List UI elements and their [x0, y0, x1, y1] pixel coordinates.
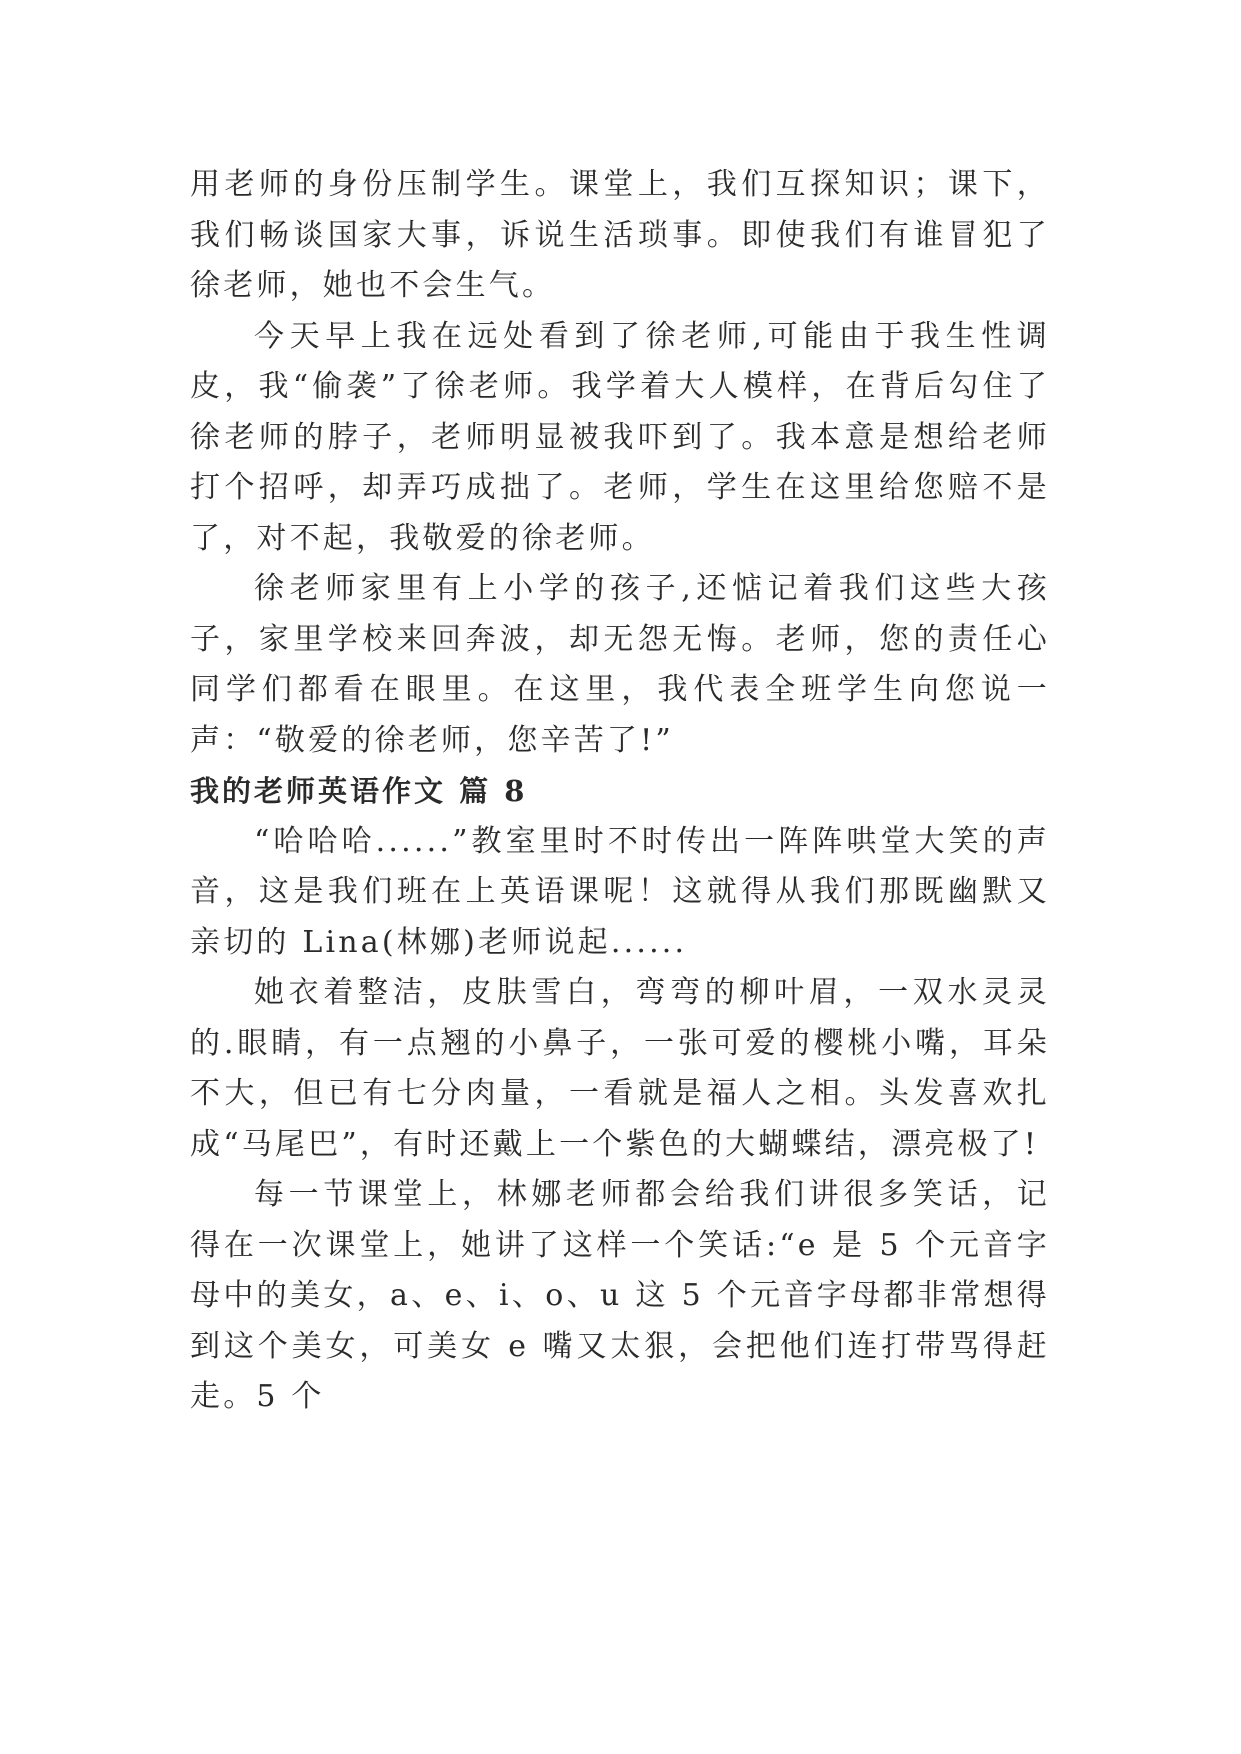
document-page: [190, 160, 1050, 1423]
paragraph: “哈哈哈......”教室里时不时传出一阵阵哄堂大笑的声音，这是我们班在上英语课呢！这就得从我们那既幽默又亲切的 Lina(林娜)老师说起......: [190, 823, 1050, 960]
paragraph: 她衣着整洁，皮肤雪白，弯弯的柳叶眉，一双水灵灵的.眼睛，有一点翘的小鼻子，一张可爱的樱桃小嘴，耳朵不大，但已有七分肉量，一看就是福人之相。头发喜欢扎成“马尾巴”，有时还戴上一个紫色的大蝴蝶结，漂亮极了!: [190, 975, 1050, 1162]
paragraph: 徐老师家里有上小学的孩子,还惦记着我们这些大孩子，家里学校来回奔波，却无怨无悔。老师，您的责任心同学们都看在眼里。在这里，我代表全班学生向您说一声：“敬爱的徐老师，您辛苦了!”: [190, 571, 1050, 758]
paragraph: 用老师的身份压制学生。课堂上，我们互探知识；课下，我们畅谈国家大事，诉说生活琐事。即使我们有谁冒犯了徐老师，她也不会生气。: [190, 167, 1050, 303]
paragraph: 每一节课堂上，林娜老师都会给我们讲很多笑话，记得在一次课堂上，她讲了这样一个笑话:“e 是 5 个元音字母中的美女，a、e、i、o、u 这 5 个元音字母都非常想得到这个美女，可美女 e 嘴又太狠，会把他们连打带骂得赶走。5 个: [190, 1177, 1050, 1414]
paragraph: 今天早上我在远处看到了徐老师,可能由于我生性调皮，我“偷袭”了徐老师。我学着大人模样，在背后勾住了徐老师的脖子，老师明显被我吓到了。我本意是想给老师打个招呼，却弄巧成拙了。老师，学生在这里给您赔不是了，对不起，我敬爱的徐老师。: [190, 318, 1050, 556]
section-heading: 我的老师英语作文 篇 8: [190, 774, 528, 808]
